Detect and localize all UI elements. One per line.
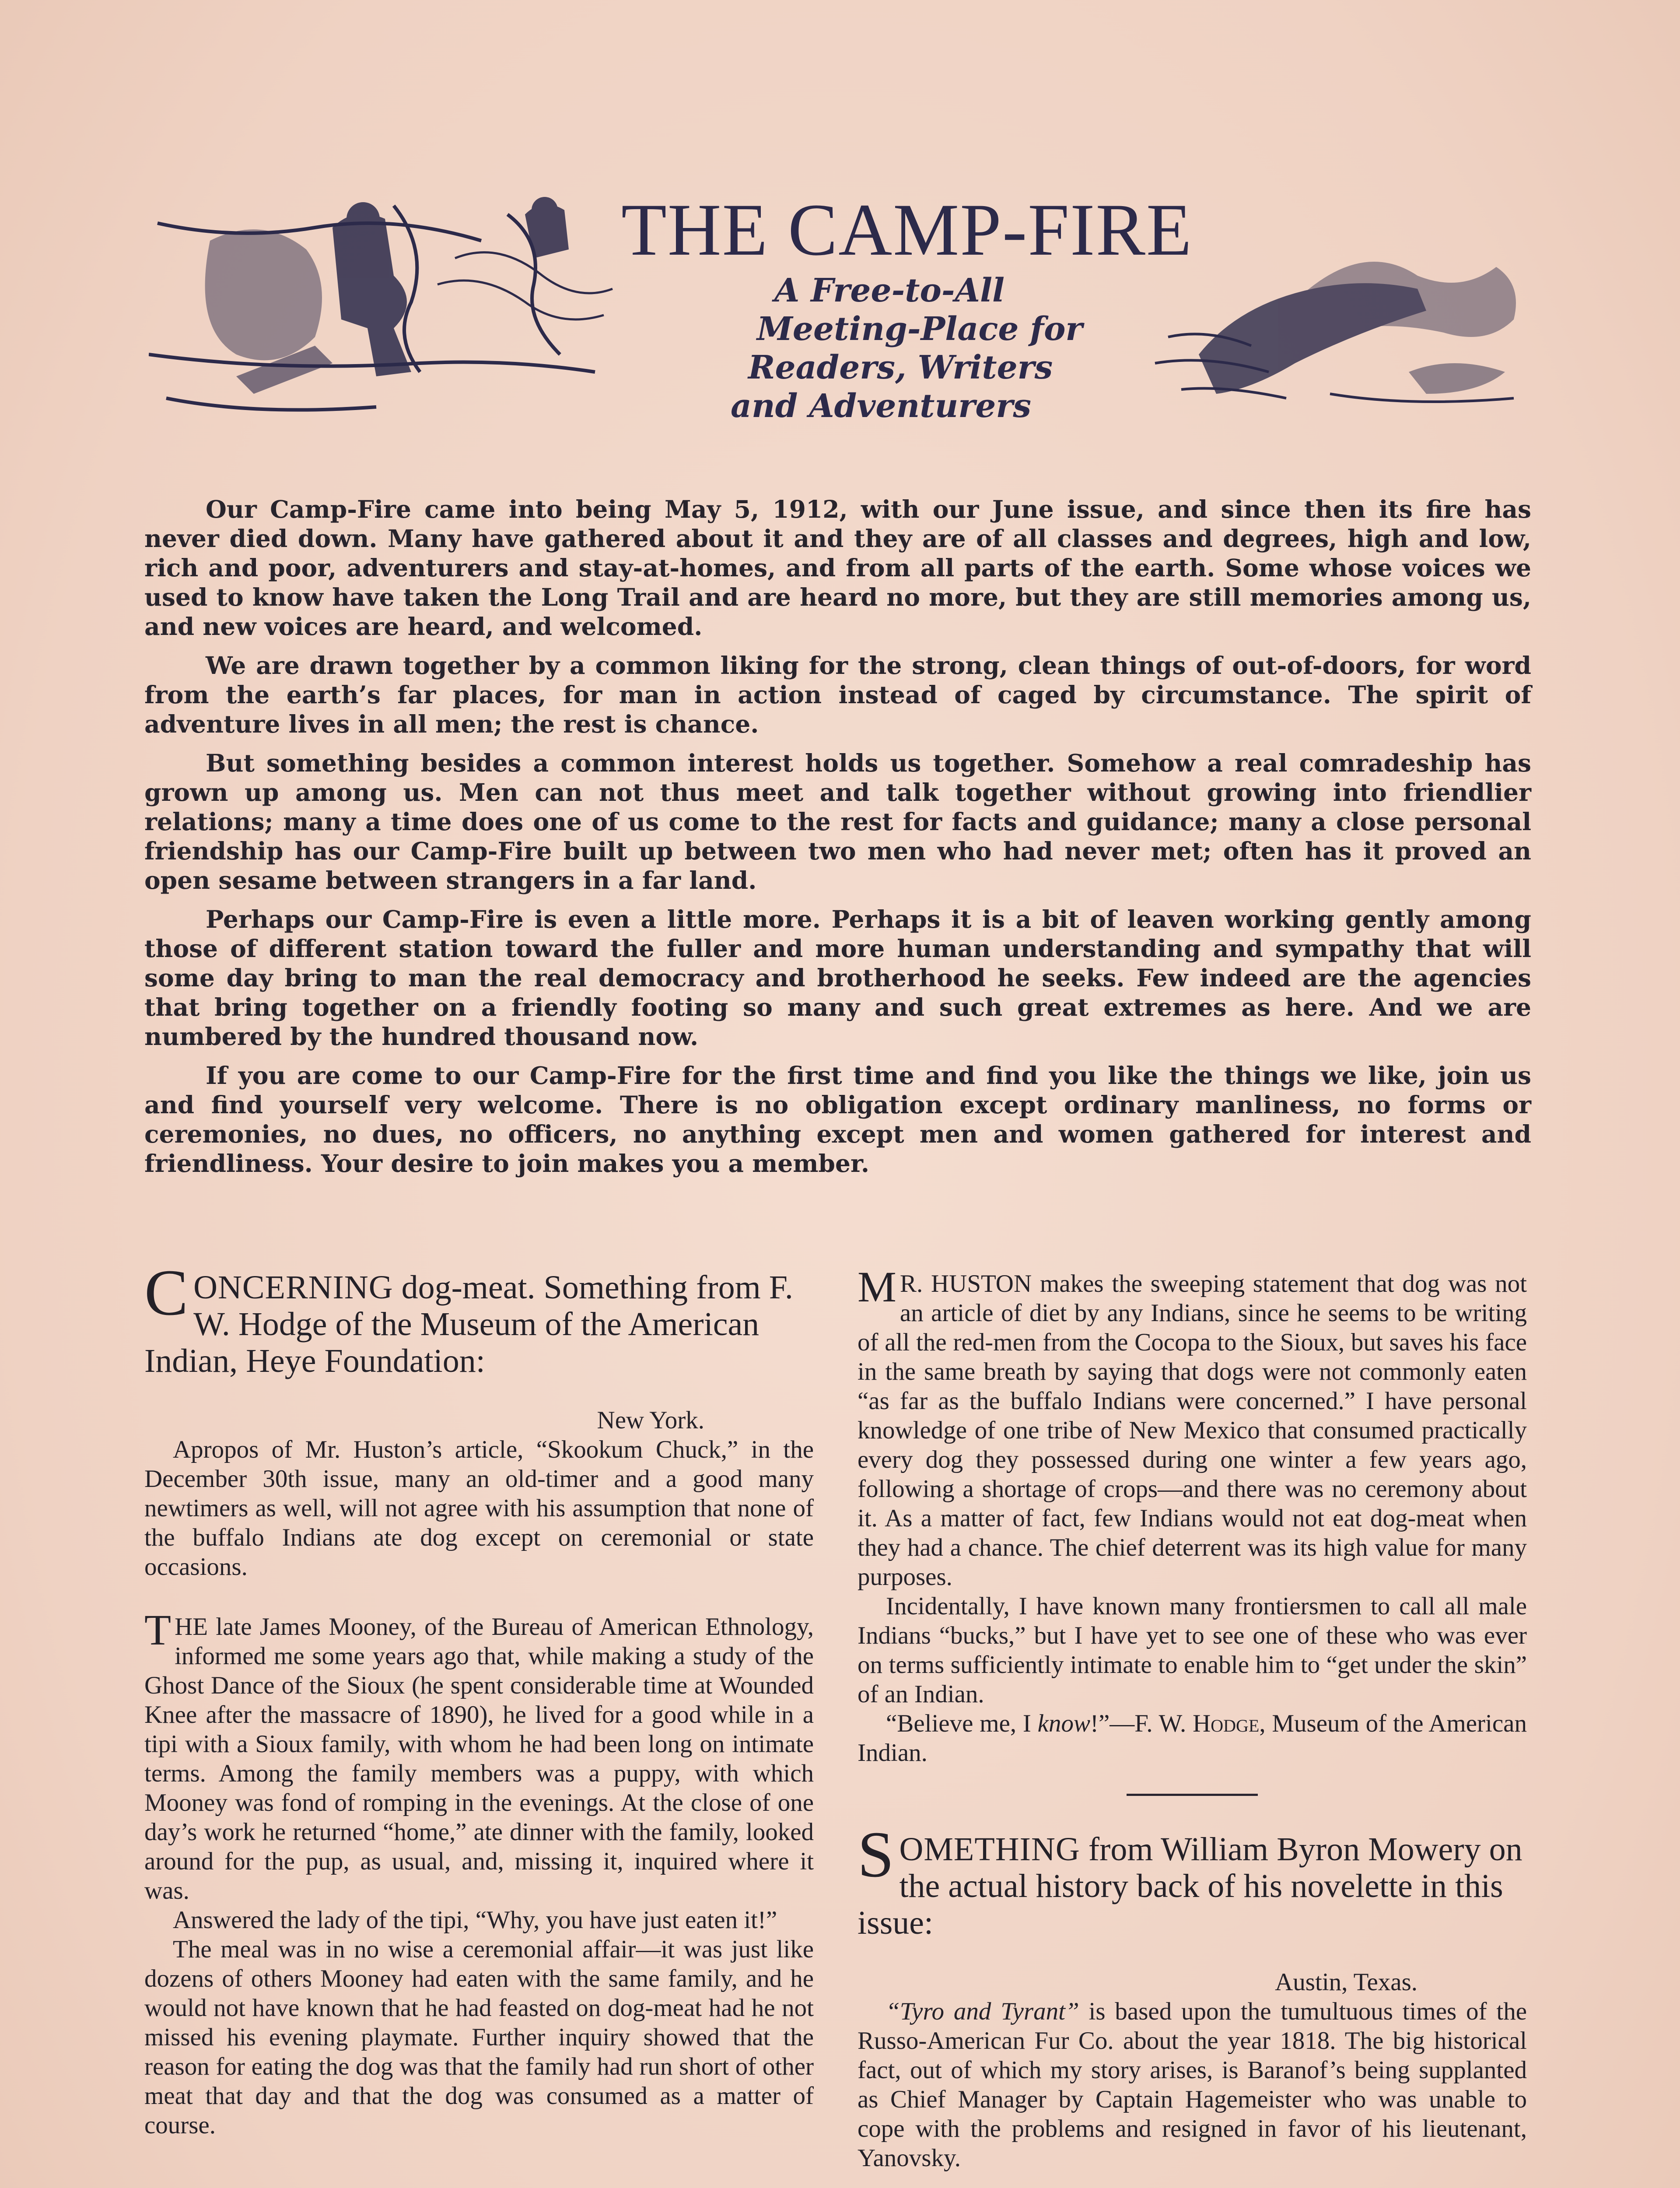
signature-name: Hodge [1193,1710,1260,1737]
letter-place: Austin, Texas. [1275,1968,1418,1996]
signature-text: !”—F. W. [1090,1710,1193,1737]
letter-paragraph: The meal was in no wise a ceremonial affair—it was just like dozens of others Mooney had eaten with the same family, and he would not have known that he had feasted on dog-meat had he not missed his evening playmate. Further inquiry showed that the reason for eating the dog was that the family had run short of other meat that day and that the dog was consumed as a matter of course. [144,1936,814,2139]
left-lead-heading [144,1256,814,1379]
left-column [144,1256,814,2140]
intro-paragraph: Our Camp-Fire came into being May 5, 1912, with our June issue, and since then its fire has never died down. Many have gathered about it and they are of all classes and degrees, high and low, rich and poor, adventurers and stay-at-homes, and from all parts of the earth. Some whose voices we used to know have taken the Long Trail and are heard no more, but they are still memories among us, and new voices are heard, and welcomed. [144,495,1531,641]
signature-emphasis: know [1037,1710,1090,1737]
section-title: THE CAMP-FIRE [621,189,1193,271]
drop-cap: C [144,1256,189,1329]
lead-caps: OMETHING [899,1831,1080,1868]
section-tagline [731,271,1083,425]
lead-text: from William Byron Mowery on the actual history back of his novelette in this issue: [858,1831,1522,1941]
paragraph-caps: R. HUSTON [900,1270,1032,1297]
intro-paragraph: But something besides a common interest holds us together. Somehow a real comradeship has grown up among us. Men can not thus meet and talk together without growing into friendlier relations; many a time does one of us come to the rest for facts and guidance; many a close personal friendship has our Camp-Fire built up between two men who had never met; often has it proved an open sesame between strangers in a far land. [144,749,1531,894]
drop-cap: S [858,1818,894,1891]
letter-signature [858,1709,1527,1767]
letter-paragraph [858,1997,1527,2173]
intro-paragraph: Perhaps our Camp-Fire is even a little more. Perhaps it is a bit of leaven working gently among those of different station toward the fuller and more human understanding and sympathy that will some day bring to man the real democracy and brotherhood he seeks. Few indeed are the agencies that bring together on a friendly footing so many and such great extremes as here. And we are numbered by the hundred thousand now. [144,905,1531,1051]
paragraph-caps: HE [175,1613,208,1641]
letter-paragraph: Answered the lady of the tipi, “Why, you have just eaten it!” [173,1906,777,1934]
paragraph-text: makes the sweeping statement that dog was not an article of diet by any Indians, since he seems to be writing of all the red-men from the Cocopa to the Sioux, but saves his face in the same breath by saying that dogs were not commonly eaten “as far as the buffalo Indians were concerned.” I have personal knowledge of one tribe of New Mexico that consumed practically every dog they possessed during one winter a few years ago, following a shortage of crops—and there was no ceremony about it. As a matter of fact, few Indians would not eat dog-meat when they had a chance. The chief deterrent was its high value for many purposes. [858,1270,1527,1591]
letter-paragraph [858,1262,1527,1592]
letter-place: New York. [597,1406,704,1434]
story-title: “Tyro and Tyrant” [886,1998,1079,2025]
letter-paragraph: Incidentally, I have known many frontiersmen to call all male Indians “bucks,” but I have yet to see one of these who was ever on terms sufficiently intimate to enable him to “get under the skin” of an Indian. [858,1592,1527,1708]
drop-cap: T [144,1606,172,1654]
signature-text: , Museum of the American Indian. [858,1710,1527,1767]
intro-paragraph: If you are come to our Camp-Fire for the first time and find you like the things we like, join us and find yourself very welcome. There is no obligation except ordinary manliness, no forms or ceremonies, no dues, no officers, no anything except men and women gathered for interest and friendliness. Your desire to join makes you a member. [144,1061,1531,1178]
tagline-line: A Free-to-All [774,272,1005,309]
letter-paragraph: Apropos of Mr. Huston’s article, “Skookum Chuck,” in the December 30th issue, many an old-timer and a good many newtimers as well, will not agree with his assumption that none of the buffalo Indians ate dog except on ceremonial or state occasions. [144,1436,814,1581]
drop-cap: M [858,1262,896,1311]
right-scene-drawing [1199,262,1516,394]
tagline-line: and Adventurers [731,387,1031,425]
letter-paragraph [144,1606,814,1905]
signature-text: “Believe me, I [886,1710,1038,1737]
right-lead-heading [858,1818,1527,1941]
lead-text: dog-meat. Something from F. W. Hodge of the Museum of the American Indian, Heye Foundation: [144,1269,793,1379]
lead-caps: ONCERNING [193,1269,393,1306]
paragraph-text: late James Mooney, of the Bureau of American Ethnology, informed me some years ago that, while making a study of the Ghost Dance of the Sioux (he spent considerable time at Wounded Knee after the massacre of 1890), he lived for a good while in a tipi with a Sioux family, with whom he had been long on intimate terms. Among the family members was a puppy, with which Mooney was fond of romping in the evenings. At the close of one day’s work he returned “home,” ate dinner with the family, looked around for the pup, as usual, and, missing it, inquired where it was. [144,1613,814,1904]
camp-fire-header [149,188,1531,451]
right-column [858,1262,1527,2173]
intro-paragraph: We are drawn together by a common liking for the strong, clean things of out-of-doors, for word from the earth’s far places, for man in action instead of caged by circumstance. The spirit of adventure lives in all men; the rest is chance. [144,651,1531,738]
intro-text [144,494,1531,1188]
tagline-line: Meeting-Place for [757,310,1083,348]
section-divider [1127,1794,1258,1796]
tagline-line: Readers, Writers [748,349,1053,386]
paragraph-text: is based upon the tumultuous times of the Russo-American Fur Co. about the year 1818. The big historical fact, out of which my story arises, is Baranof’s being supplanted as Chief Manager by Captain Hagemeister who was unable to cope with the problems and resigned in favor of his lieutenant, Yanovsky. [858,1998,1527,2172]
